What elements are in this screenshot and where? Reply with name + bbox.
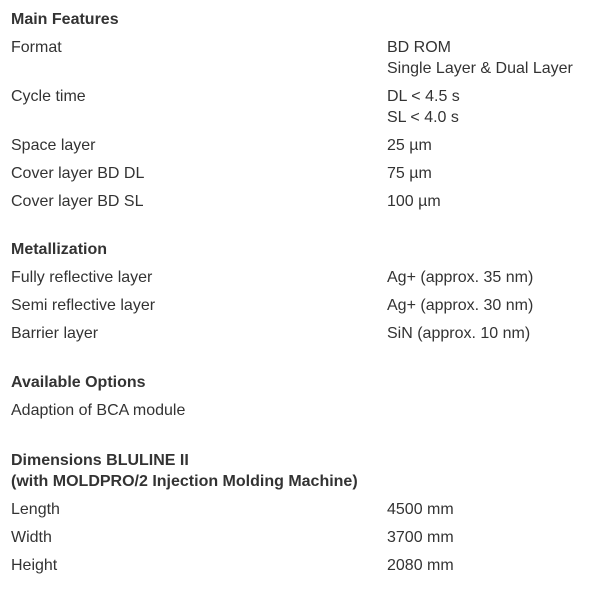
- spec-row-space-layer: [11, 135, 596, 156]
- spec-value: Ag+ (approx. 30 nm): [387, 297, 534, 314]
- spec-label: Cover layer BD SL: [11, 193, 144, 210]
- spec-value: [387, 37, 596, 79]
- dimensions-section: [11, 450, 596, 576]
- spec-row-fully-reflective: [11, 267, 596, 288]
- available-options-heading: Available Options: [11, 374, 146, 391]
- main-features-heading: Main Features: [11, 11, 119, 28]
- spec-label: Length: [11, 501, 60, 518]
- metallization-heading: Metallization: [11, 241, 108, 258]
- spec-value: 3700 mm: [387, 529, 454, 546]
- spec-label: Barrier layer: [11, 325, 99, 342]
- spec-row-semi-reflective: [11, 295, 596, 316]
- spec-label: Fully reflective layer: [11, 269, 153, 286]
- spec-label: Cycle time: [11, 88, 86, 105]
- spec-row-format: [11, 37, 596, 79]
- spec-row-bca-module: [11, 400, 596, 421]
- spec-row-cover-layer-dl: [11, 163, 596, 184]
- spec-value: 75 µm: [387, 165, 432, 182]
- spec-value: 25 µm: [387, 137, 432, 154]
- spec-value-line: SL < 4.0 s: [387, 109, 459, 126]
- spec-value: SiN (approx. 10 nm): [387, 325, 531, 342]
- spec-row-cycle-time: [11, 86, 596, 128]
- spec-value: 4500 mm: [387, 501, 454, 518]
- spec-value: Ag+ (approx. 35 nm): [387, 269, 534, 286]
- spec-label: Format: [11, 39, 62, 56]
- available-options-section: [11, 372, 596, 421]
- main-features-section: [11, 9, 596, 212]
- spec-value-line: BD ROM: [387, 39, 451, 56]
- spec-row-height: [11, 555, 596, 576]
- spec-value: 2080 mm: [387, 557, 454, 574]
- spec-label: Adaption of BCA module: [11, 402, 186, 419]
- spec-label: Space layer: [11, 137, 96, 154]
- spec-value-line: DL < 4.5 s: [387, 88, 460, 105]
- spec-row-length: [11, 499, 596, 520]
- spec-value: 100 µm: [387, 193, 441, 210]
- spec-value-line: Single Layer & Dual Layer: [387, 60, 573, 77]
- spec-row-cover-layer-sl: [11, 191, 596, 212]
- spec-label: Cover layer BD DL: [11, 165, 145, 182]
- dimensions-subheading: (with MOLDPRO/2 Injection Molding Machine): [11, 473, 358, 490]
- metallization-section: [11, 239, 596, 344]
- spec-row-width: [11, 527, 596, 548]
- dimensions-heading: Dimensions BLULINE II: [11, 452, 189, 469]
- spec-label: Semi reflective layer: [11, 297, 156, 314]
- spec-row-barrier-layer: [11, 323, 596, 344]
- spec-label: Width: [11, 529, 52, 546]
- spec-value: [387, 86, 596, 128]
- spec-label: Height: [11, 557, 58, 574]
